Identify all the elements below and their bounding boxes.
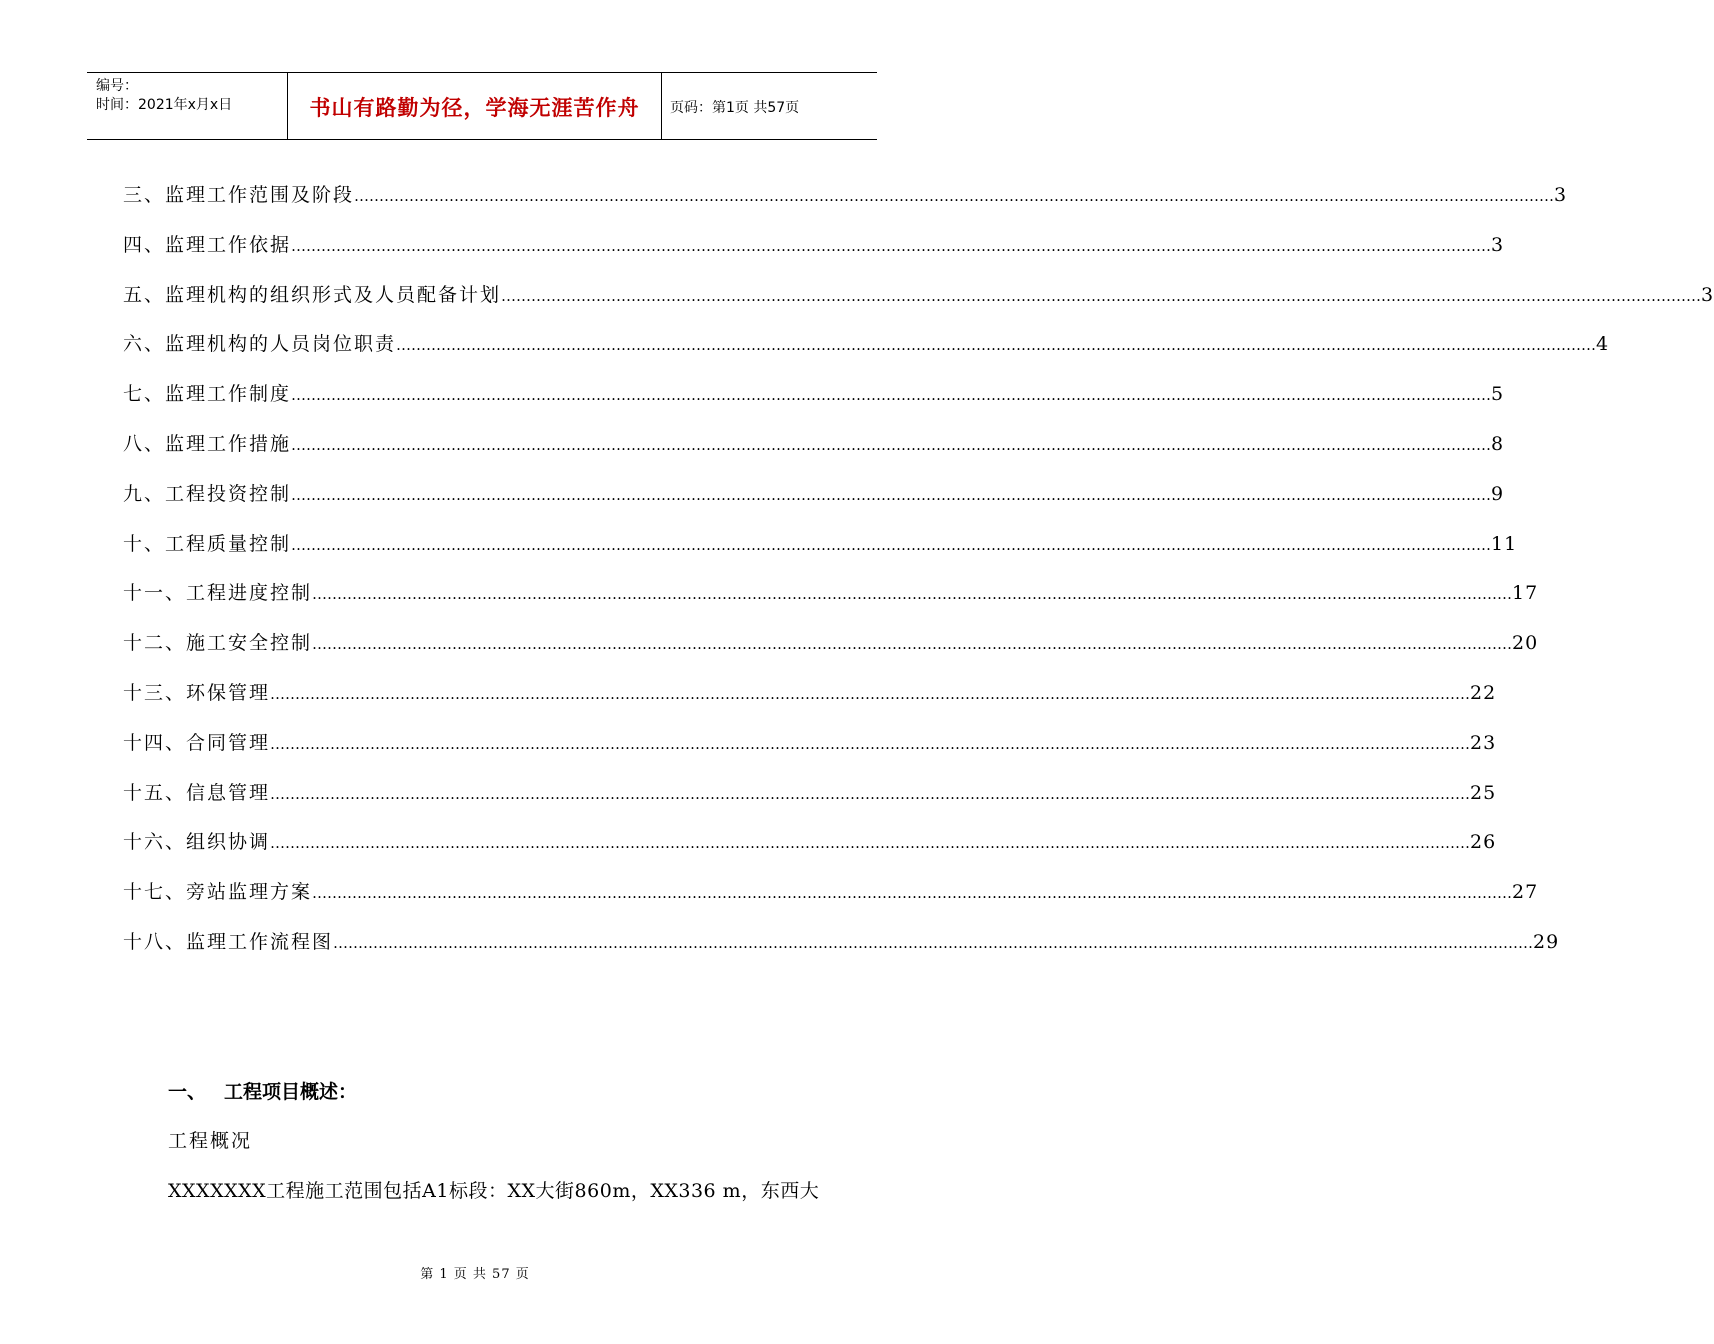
section-title: 工程项目概述： [224,1081,358,1103]
toc-leader-dots: …………………………………………………………………………………………………………………………………………………………………………………………………………………… [291,435,1492,454]
toc-entry-page: 23 [1470,731,1497,754]
toc-entry-title: 七、监理工作制度 [123,383,292,406]
toc-leader-dots: …………………………………………………………………………………………………………………………………………………………………………………………………………………… [396,336,1597,355]
time-label: 时间：2021年x月x日 [96,97,233,113]
section-number: 一、 [168,1081,207,1103]
toc-leader-dots: …………………………………………………………………………………………………………………………………………………………………………………………………………………… [501,286,1702,305]
toc-entry[interactable] [123,180,1568,230]
toc-entry[interactable] [123,379,1505,429]
toc-entry[interactable] [123,927,1560,977]
toc-entry-page: 27 [1512,881,1539,904]
toc-entry-title: 六、监理机构的人员岗位职责 [123,333,397,356]
body-paragraph: XXXXXXX工程施工范围包括A1标段：XX大街860m，XX336 m，东西大 [168,1180,820,1202]
toc-entry-page: 5 [1491,383,1505,406]
toc-entry-page: 29 [1533,930,1560,953]
header-meta [87,73,288,139]
toc-leader-dots: …………………………………………………………………………………………………………………………………………………………………………………………………………………… [333,933,1534,952]
toc-entry[interactable] [123,628,1539,678]
toc-leader-dots: …………………………………………………………………………………………………………………………………………………………………………………………………………………… [312,635,1513,654]
header-motto: 书山有路勤为径，学海无涯苦作舟 [288,73,662,139]
toc-leader-dots: …………………………………………………………………………………………………………………………………………………………………………………………………………………… [291,485,1492,504]
toc-entry[interactable] [123,877,1539,927]
toc-entry-title: 十七、旁站监理方案 [123,881,313,904]
section-heading [168,1077,357,1104]
toc-entry-title: 十三、环保管理 [123,681,271,704]
toc-entry[interactable] [123,778,1497,828]
toc-leader-dots: …………………………………………………………………………………………………………………………………………………………………………………………………………………… [312,884,1513,903]
toc-leader-dots: …………………………………………………………………………………………………………………………………………………………………………………………………………………… [291,535,1492,554]
toc-entry[interactable] [123,578,1539,628]
toc-leader-dots: …………………………………………………………………………………………………………………………………………………………………………………………………………………… [312,585,1513,604]
toc-leader-dots: …………………………………………………………………………………………………………………………………………………………………………………………………………………… [291,386,1492,405]
toc-entry-title: 五、监理机构的组织形式及人员配备计划 [123,283,502,306]
toc-entry-title: 十、工程质量控制 [123,532,292,555]
toc-entry-page: 9 [1491,482,1505,505]
toc-entry-title: 九、工程投资控制 [123,482,292,505]
toc-leader-dots: …………………………………………………………………………………………………………………………………………………………………………………………………………………… [270,834,1471,853]
toc-entry[interactable] [123,429,1505,479]
toc-entry-title: 八、监理工作措施 [123,432,292,455]
toc-entry-title: 十八、监理工作流程图 [123,930,334,953]
toc-leader-dots: …………………………………………………………………………………………………………………………………………………………………………………………………………………… [270,684,1471,703]
toc-entry[interactable] [123,479,1505,529]
toc-entry-page: 25 [1470,781,1497,804]
toc-leader-dots: …………………………………………………………………………………………………………………………………………………………………………………………………………………… [354,187,1555,205]
toc-entry-page: 4 [1596,333,1610,356]
toc-entry[interactable] [123,678,1497,728]
table-of-contents [123,180,1714,977]
toc-entry-title: 三、监理工作范围及阶段 [123,184,355,206]
toc-entry-page: 3 [1554,184,1568,206]
toc-entry-page: 3 [1701,283,1714,306]
toc-leader-dots: …………………………………………………………………………………………………………………………………………………………………………………………………………………… [270,784,1471,803]
toc-entry-page: 26 [1470,831,1497,854]
toc-entry[interactable] [123,827,1497,877]
toc-entry-title: 十四、合同管理 [123,731,271,754]
toc-entry[interactable] [123,728,1497,778]
toc-entry[interactable] [123,529,1518,579]
toc-entry-title: 十一、工程进度控制 [123,582,313,605]
toc-entry-page: 11 [1491,532,1518,555]
toc-entry-title: 四、监理工作依据 [123,233,292,256]
toc-leader-dots: …………………………………………………………………………………………………………………………………………………………………………………………………………………… [270,734,1471,753]
header-page-number: 页码：第1页 共57页 [670,100,800,116]
toc-entry[interactable] [123,329,1610,379]
toc-leader-dots: …………………………………………………………………………………………………………………………………………………………………………………………………………………… [291,236,1492,255]
toc-entry-title: 十二、施工安全控制 [123,632,313,655]
toc-entry[interactable] [123,230,1505,280]
page-footer: 第 1 页 共 57 页 [420,1267,530,1282]
toc-entry-title: 十五、信息管理 [123,781,271,804]
toc-entry-page: 22 [1470,681,1497,704]
toc-entry-page: 17 [1512,582,1539,605]
toc-entry-page: 8 [1491,432,1505,455]
toc-entry[interactable] [123,280,1714,330]
toc-entry-page: 3 [1491,233,1505,256]
page-header [87,72,877,140]
toc-entry-title: 十六、组织协调 [123,831,271,854]
toc-entry-page: 20 [1512,632,1539,655]
subheading: 工程概况 [168,1130,253,1152]
serial-label: 编号： [96,78,138,94]
